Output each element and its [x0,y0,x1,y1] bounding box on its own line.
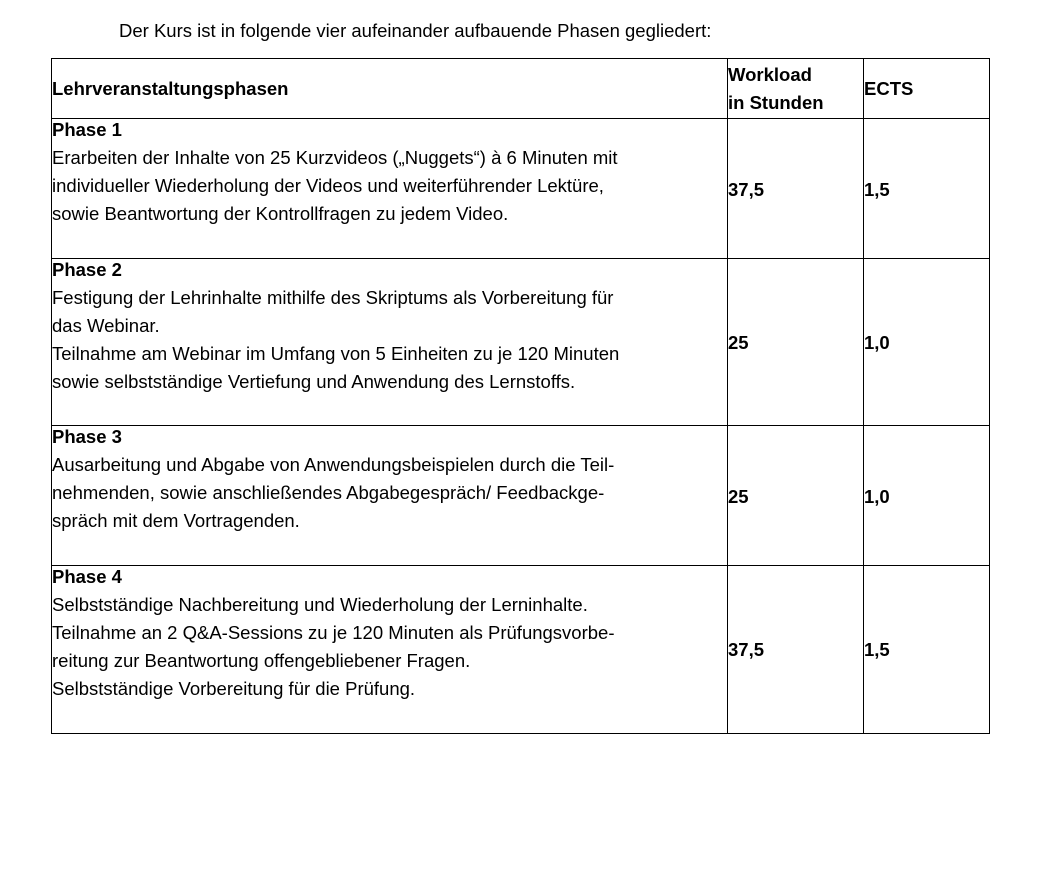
phase-text-line: Selbstständige Nachbereitung und Wiederholung der Lerninhalte. [52,594,588,615]
ects-value: 1,5 [864,119,990,259]
phase-text-line: das Webinar. [52,315,160,336]
phase-text-line: Festigung der Lehrinhalte mithilfe des Skriptums als Vorbereitung für [52,287,614,308]
phase-text-line: Erarbeiten der Inhalte von 25 Kurzvideos („Nuggets“) à 6 Minuten mit [52,147,618,168]
phase-text-line: reitung zur Beantwortung offengebliebener Fragen. [52,650,471,671]
table-row-phase-3 [52,426,990,566]
phase-title: Phase 2 [52,259,122,280]
header-workload-line2: in Stunden [728,91,824,113]
table-header-row [52,59,990,119]
phase-text-line: Teilnahme an 2 Q&A-Sessions zu je 120 Minuten als Prüfungsvorbe- [52,622,615,643]
phase-description [52,119,728,259]
phase-text-line: sowie selbstständige Vertiefung und Anwendung des Lernstoffs. [52,371,576,392]
phase-description [52,566,728,734]
ects-value: 1,0 [864,426,990,566]
phase-text-line: Teilnahme am Webinar im Umfang von 5 Einheiten zu je 120 Minuten [52,343,620,364]
phase-text-line: individueller Wiederholung der Videos und weiterführender Lektüre, [52,175,604,196]
phase-title: Phase 1 [52,119,122,140]
table-row-phase-4 [52,566,990,734]
ects-value: 1,5 [864,566,990,734]
table-row-phase-2 [52,259,990,426]
workload-value: 25 [728,259,864,426]
phase-text-line: Selbstständige Vorbereitung für die Prüfung. [52,678,416,699]
intro-text: Der Kurs ist in folgende vier aufeinander aufbauende Phasen gegliedert: [119,20,712,41]
workload-value: 37,5 [728,566,864,734]
workload-value: 37,5 [728,119,864,259]
phase-title: Phase 4 [52,566,122,587]
phase-description [52,259,728,426]
workload-value: 25 [728,426,864,566]
phase-text-line: sowie Beantwortung der Kontrollfragen zu jedem Video. [52,203,509,224]
ects-value: 1,0 [864,259,990,426]
phase-text-line: nehmenden, sowie anschließendes Abgabegespräch/ Feedbackge- [52,482,605,503]
phase-text-line: spräch mit dem Vortragenden. [52,510,300,531]
header-ects: ECTS [864,59,990,119]
header-phases: Lehrveranstaltungsphasen [52,59,728,119]
phases-table [51,58,990,734]
phase-text-line: Ausarbeitung und Abgabe von Anwendungsbeispielen durch die Teil- [52,454,615,475]
header-workload [728,59,864,119]
phase-description [52,426,728,566]
header-workload-line1: Workload [728,63,812,85]
phase-title: Phase 3 [52,426,122,447]
table-row-phase-1 [52,119,990,259]
